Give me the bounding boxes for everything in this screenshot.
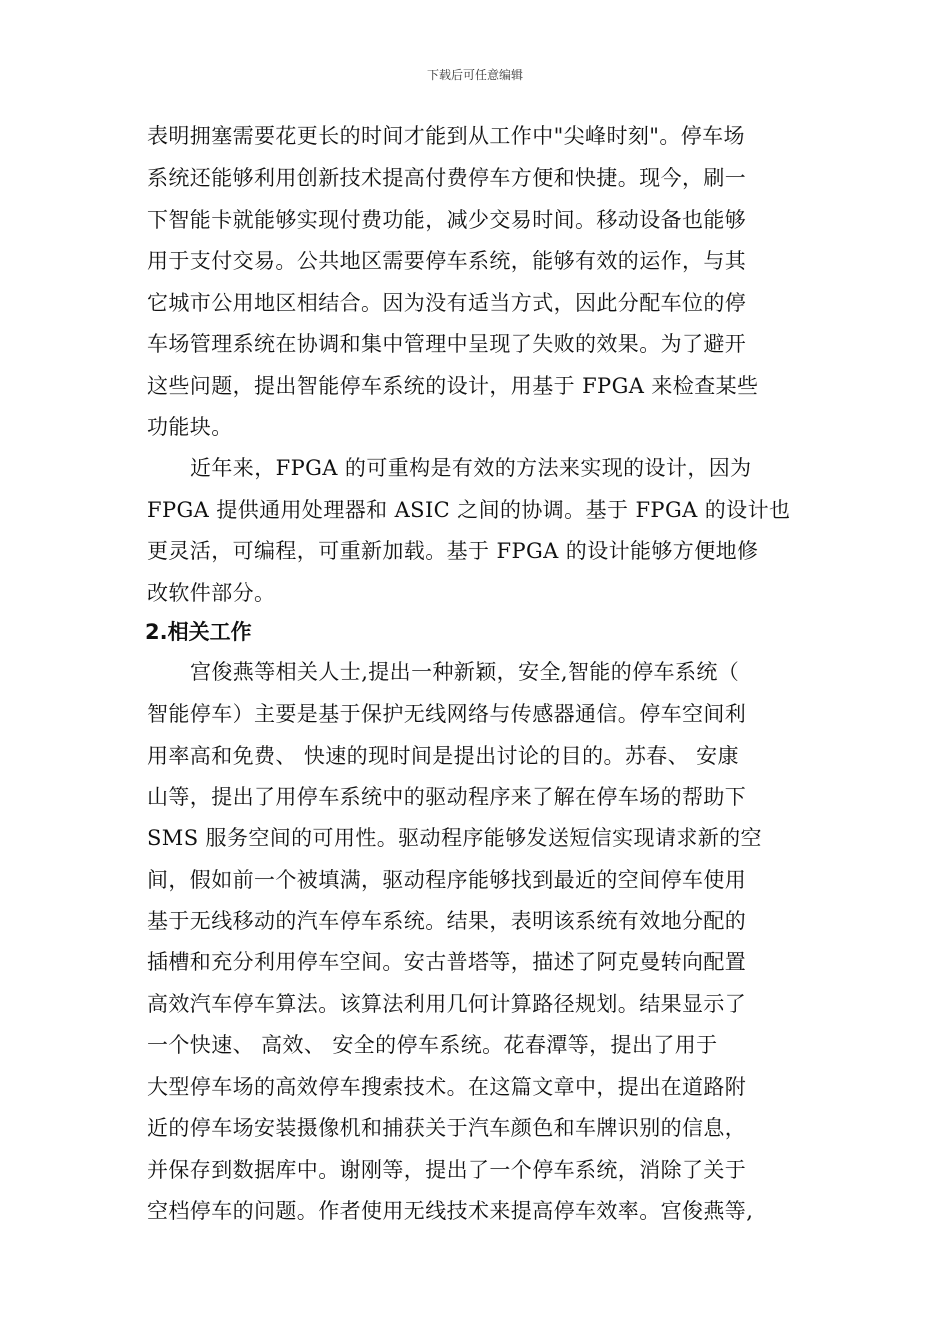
text-line: 智能停车）主要是基于保护无线网络与传感器通信。停车空间利: [147, 702, 747, 726]
text-line: 车场管理系统在协调和集中管理中呈现了失败的效果。为了避开: [147, 332, 747, 356]
text-line: SMS 服务空间的可用性。驱动程序能够发送短信实现请求新的空: [147, 826, 762, 850]
text-line: 用率高和免费、 快速的现时间是提出讨论的目的。苏春、 安康: [147, 744, 739, 768]
text-line: 下智能卡就能够实现付费功能，减少交易时间。移动设备也能够: [147, 208, 747, 232]
text-line: FPGA 提供通用处理器和 ASIC 之间的协调。基于 FPGA 的设计也: [147, 498, 791, 522]
text-line: 表明拥塞需要花更长的时间才能到从工作中"尖峰时刻"。停车场: [147, 124, 745, 148]
page-header: 下载后可任意编辑: [426, 68, 523, 82]
text-line: 山等，提出了用停车系统中的驱动程序来了解在停车场的帮助下: [147, 785, 747, 809]
text-line: 高效汽车停车算法。该算法利用几何计算路径规划。结果显示了: [147, 992, 747, 1016]
text-line: 基于无线移动的汽车停车系统。结果，表明该系统有效地分配的: [147, 909, 747, 933]
text-line: 一个快速、 高效、 安全的停车系统。花春潭等，提出了用于: [147, 1033, 718, 1057]
text-line: 并保存到数据库中。谢刚等，提出了一个停车系统，消除了关于: [147, 1158, 747, 1182]
section-heading: 2.相关工作: [145, 620, 252, 644]
text-line: 近的停车场安装摄像机和捕获关于汽车颜色和车牌识别的信息，: [147, 1116, 747, 1140]
text-line: 空档停车的问题。作者使用无线技术来提高停车效率。宫俊燕等,: [147, 1199, 754, 1223]
text-line: 系统还能够利用创新技术提高付费停车方便和快捷。现今，刷一: [147, 166, 747, 190]
text-line: 它城市公用地区相结合。因为没有适当方式，因此分配车位的停: [147, 291, 747, 315]
text-line: 大型停车场的高效停车搜索技术。在这篇文章中，提出在道路附: [147, 1075, 747, 1099]
text-line: 间，假如前一个被填满，驱动程序能够找到最近的空间停车使用: [147, 868, 747, 892]
text-line: 用于支付交易。公共地区需要停车系统，能够有效的运作，与其: [147, 249, 747, 273]
text-line: 宫俊燕等相关人士,提出一种新颖，安全,智能的停车系统（: [190, 660, 740, 684]
text-line: 功能块。: [147, 415, 233, 439]
text-line: 近年来，FPGA 的可重构是有效的方法来实现的设计，因为: [190, 456, 752, 480]
text-line: 更灵活，可编程，可重新加载。基于 FPGA 的设计能够方便地修: [147, 539, 759, 563]
text-line: 这些问题，提出智能停车系统的设计，用基于 FPGA 来检查某些: [147, 374, 759, 398]
text-line: 改软件部分。: [147, 581, 276, 605]
text-line: 插槽和充分利用停车空间。安古普塔等，描述了阿克曼转向配置: [147, 950, 747, 974]
